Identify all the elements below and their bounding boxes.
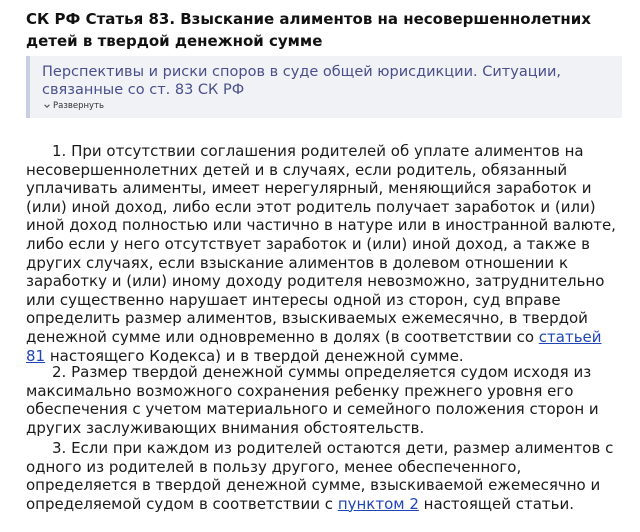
paragraph-2: 2. Размер твердой денежной суммы определяется судом исходя из максимально возможного сохранения ребенку прежнего уровня его обеспечения с учетом материального и семейного положения сторон и других заслуживающих внимания обстоятельств.: [26, 363, 599, 437]
paragraph-3-text-end: настоящей статьи.: [418, 494, 575, 513]
paragraph-1: [26, 142, 622, 365]
callout-text[interactable]: Перспективы и риски споров в суде общей юрисдикции. Ситуации, связанные со ст. 83 СК РФ: [42, 64, 562, 98]
expand-button[interactable]: [40, 99, 107, 113]
expand-button-label: Развернуть: [53, 101, 105, 111]
paragraph-1-text-end: настоящего Кодекса) и в твердой денежной сумме.: [45, 346, 464, 365]
related-practice-callout: [26, 56, 622, 118]
link-clause-2[interactable]: пунктом 2: [337, 494, 419, 513]
paragraph-3: [26, 439, 622, 513]
article-title: СК РФ Статья 83. Взыскание алиментов на несовершеннолетних детей в твердой денежной сумме: [26, 10, 591, 50]
chevron-down-icon: [43, 102, 51, 110]
paragraph-1-text-start: 1. При отсутствии соглашения родителей об уплате алиментов на несовершеннолетних детей и в случаях, если родитель, обязанный уплачивать алименты, имеет нерегулярный, меняющийся заработок и (или) иной доход, либо если этот родитель получает заработок и (или) иной доход полностью или частично в натуре или в иностранной валюте, либо если у него отсутствует заработок и (или) иной доход, а также в других случаях, если взыскание алиментов в долевом отношении к заработку и (или) иному доходу родителя невозможно, затруднительно или существенно нарушает интересы одной из сторон, суд вправе определить размер алиментов, взыскиваемых ежемесячно, в твердой денежной сумме или одновременно в долях (в соответствии со: [26, 142, 616, 346]
paragraph-3-text-start: 3. Если при каждом из родителей остаются дети, размер алиментов с одного из родителей в пользу другого, менее обеспеченного, определяется в твердой денежной сумме, взыскиваемой ежемесячно и определяемой судом в соответствии с: [26, 439, 614, 513]
link-article-81[interactable]: статьей 81: [26, 327, 602, 365]
